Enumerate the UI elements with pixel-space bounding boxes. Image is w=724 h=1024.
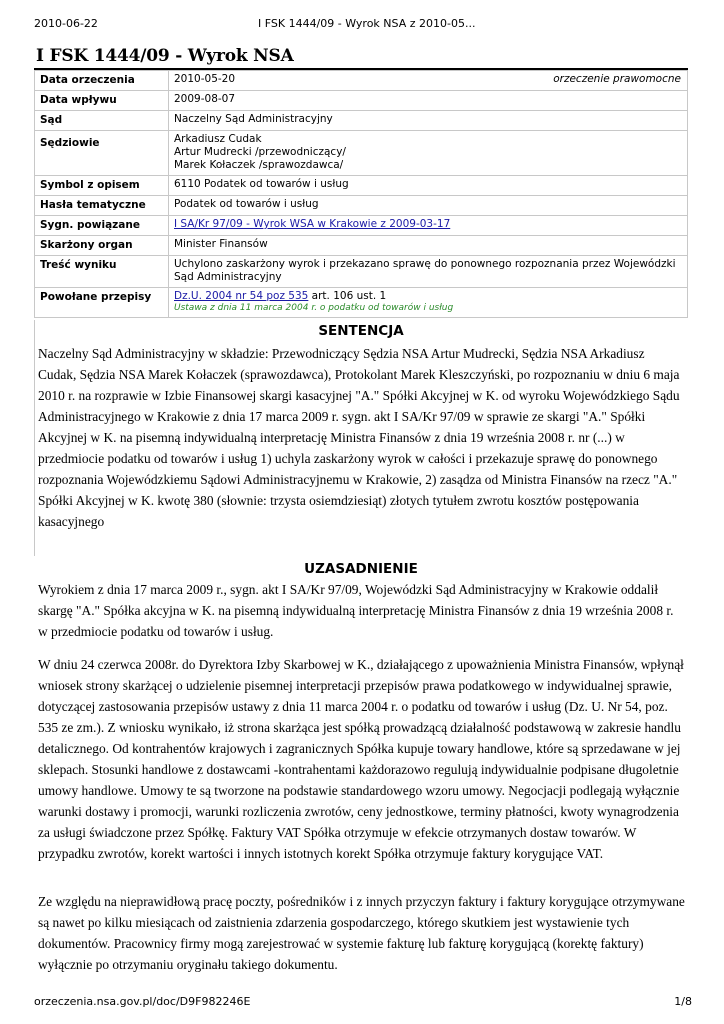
row-sygn <box>35 216 688 236</box>
sentencja-heading: SENTENCJA <box>318 323 404 339</box>
value-symbol: 6110 Podatek od towarów i usług <box>169 176 688 196</box>
uzasadnienie-paragraph-3: Ze względu na nieprawidłową pracę poczty, pośredników i z innych przyczyn faktury i faktury korygujące otrzymywane są nawet po kilku miesiącach od zaistnienia zdarzenia gospodarczego, którego skutkiem jest wystawienie tych dokumentów. Pracownicy firmy mogą zarejestrować w systemie fakturę lub fakturę korygującą (korektę faktury) wyłącznie po otrzymaniu oryginału takiego dokumentu. <box>38 894 685 972</box>
label-sedziowie: Sędziowie <box>35 131 169 176</box>
value-tresc: Uchylono zaskarżony wyrok i przekazano sprawę do ponownego rozpoznania przez Wojewódzki Sąd Administracyjny <box>169 256 688 288</box>
uzasadnienie-paragraph-2: W dniu 24 czerwca 2008r. do Dyrektora Izby Skarbowej w K., działającego z upoważnienia Ministra Finansów, wpłynął wniosek strony skarżącej o udzielenie pisemnej interpretacji przepisów prawa podatkowego w indywidualnej sprawie, dotyczącej zastosowania przepisów ustawy z dnia 11 marca 2004 r. o podatku od towarów i usług (Dz. U. Nr 54, poz. 535 ze zm.). Z wniosku wynikało, iż strona skarżąca jest spółką prowadzącą działalność podstawową w zakresie handlu detalicznego. Od kontrahentów krajowych i zagranicznych Spółka kupuje towary handlowe, które są sprzedawane w jej sklepach. Stosunki handlowe z dostawcami -kontrahentami każdorazowo regulują indywidualnie podpisane długoletnie umowy handlowe. Umowy te są tworzone na podstawie standardowego wzoru umowy. Negocjacji podlegają wyłącznie warunki dostawy i promocji, warunki rozliczenia zwrotów, ceny jednostkowe, terminy płatności, kwoty wynagrodzenia za usługi świadczone przez Spółkę. Faktury VAT Spółka otrzymuje w efekcie otrzymanych dostaw towarów. W przypadku zwrotów, korekt wartości i innych istotnych korekt Spółka otrzymuje faktury korygujące VAT. <box>38 657 684 861</box>
row-sedziowie <box>35 131 688 176</box>
print-header <box>0 0 724 40</box>
label-tresc: Treść wyniku <box>35 256 169 288</box>
section-left-border <box>34 320 35 556</box>
footer-url: orzeczenia.nsa.gov.pl/doc/D9F982246E <box>34 995 251 1008</box>
page-number: 1/8 <box>674 995 692 1008</box>
judge-name: Artur Mudrecki /przewodniczący/ <box>174 146 346 158</box>
row-sad <box>35 111 688 131</box>
label-symbol: Symbol z opisem <box>35 176 169 196</box>
label-sygn: Sygn. powiązane <box>35 216 169 236</box>
statute-note: Ustawa z dnia 11 marca 2004 r. o podatku od towarów i usług <box>174 303 454 313</box>
label-skarzony: Skarżony organ <box>35 236 169 256</box>
row-tresc <box>35 256 688 288</box>
value-skarzony: Minister Finansów <box>169 236 688 256</box>
row-hasla <box>35 196 688 216</box>
value-sedziowie <box>169 131 688 176</box>
print-footer <box>0 988 724 1024</box>
print-date: 2010-06-22 <box>34 17 98 30</box>
label-sad: Sąd <box>35 111 169 131</box>
statute-article: art. 106 ust. 1 <box>308 290 387 302</box>
uzasadnienie-paragraph-1: Wyrokiem z dnia 17 marca 2009 r., sygn. akt I SA/Kr 97/09, Wojewódzki Sąd Administracyjny w Krakowie oddalił skargę "A." Spółka akcyjna w K. na pisemną indywidualną interpretację Ministra Finansów z dnia 19 września 2008 r. w przedmiocie podatku od towarów i usług. <box>38 582 674 639</box>
statute-link[interactable]: Dz.U. 2004 nr 54 poz 535 <box>174 290 309 302</box>
related-case-link[interactable]: I SA/Kr 97/09 - Wyrok WSA w Krakowie z 2009-03-17 <box>174 218 451 230</box>
judge-name: Marek Kołaczek /sprawozdawca/ <box>174 159 344 171</box>
label-hasla: Hasła tematyczne <box>35 196 169 216</box>
judge-name: Arkadiusz Cudak <box>174 133 262 145</box>
label-powolane: Powołane przepisy <box>35 288 169 318</box>
label-data-orzeczenia: Data orzeczenia <box>35 71 169 91</box>
value-data-orzeczenia <box>169 71 688 91</box>
value-data-wplywu: 2009-08-07 <box>169 91 688 111</box>
label-data-wplywu: Data wpływu <box>35 91 169 111</box>
status-badge: orzeczenie prawomocne <box>553 73 681 85</box>
row-data-wplywu <box>35 91 688 111</box>
data-orzeczenia-value: 2010-05-20 <box>174 73 236 85</box>
metadata-table <box>34 70 688 318</box>
value-powolane <box>169 288 688 318</box>
document-title: I FSK 1444/09 - Wyrok NSA <box>36 46 294 66</box>
value-sygn <box>169 216 688 236</box>
sentencja-text: Naczelny Sąd Administracyjny w składzie: Przewodniczący Sędzia NSA Artur Mudrecki, Sędzia NSA Arkadiusz Cudak, Sędzia NSA Marek Kołaczek (sprawozdawca), Protokolant Marek Kleszczyński, po rozpoznaniu w dniu 6 maja 2010 r. na rozprawie w Izbie Finansowej skargi kasacyjnej "A." Spółki Akcyjnej w K. od wyroku Wojewódzkiego Sądu Administracyjnego w Krakowie z dnia 17 marca 2009 r. sygn. akt I SA/Kr 97/09 w sprawie ze skargi "A." Spółki Akcyjnej w K. na pisemną indywidualną interpretację Ministra Finansów z dnia 19 września 2008 r. nr (...) w przedmiocie podatku od towarów i usług 1) uchyla zaskarżony wyrok w całości i przekazuje sprawę do ponownego rozpoznania Wojewódzkiemu Sądowi Administracyjnemu w Krakowie, 2) zasądza od Ministra Finansów na rzecz "A." Spółki Akcyjnej w K. kwotę 380 (słownie: trzysta osiemdziesiąt) złotych tytułem zwrotu kosztów postępowania kasacyjnego <box>38 346 680 529</box>
value-hasla: Podatek od towarów i usług <box>169 196 688 216</box>
row-symbol <box>35 176 688 196</box>
print-title: I FSK 1444/09 - Wyrok NSA z 2010-05... <box>258 17 476 30</box>
value-sad: Naczelny Sąd Administracyjny <box>169 111 688 131</box>
row-powolane <box>35 288 688 318</box>
uzasadnienie-heading: UZASADNIENIE <box>304 561 418 577</box>
row-skarzony <box>35 236 688 256</box>
row-data-orzeczenia <box>35 71 688 91</box>
